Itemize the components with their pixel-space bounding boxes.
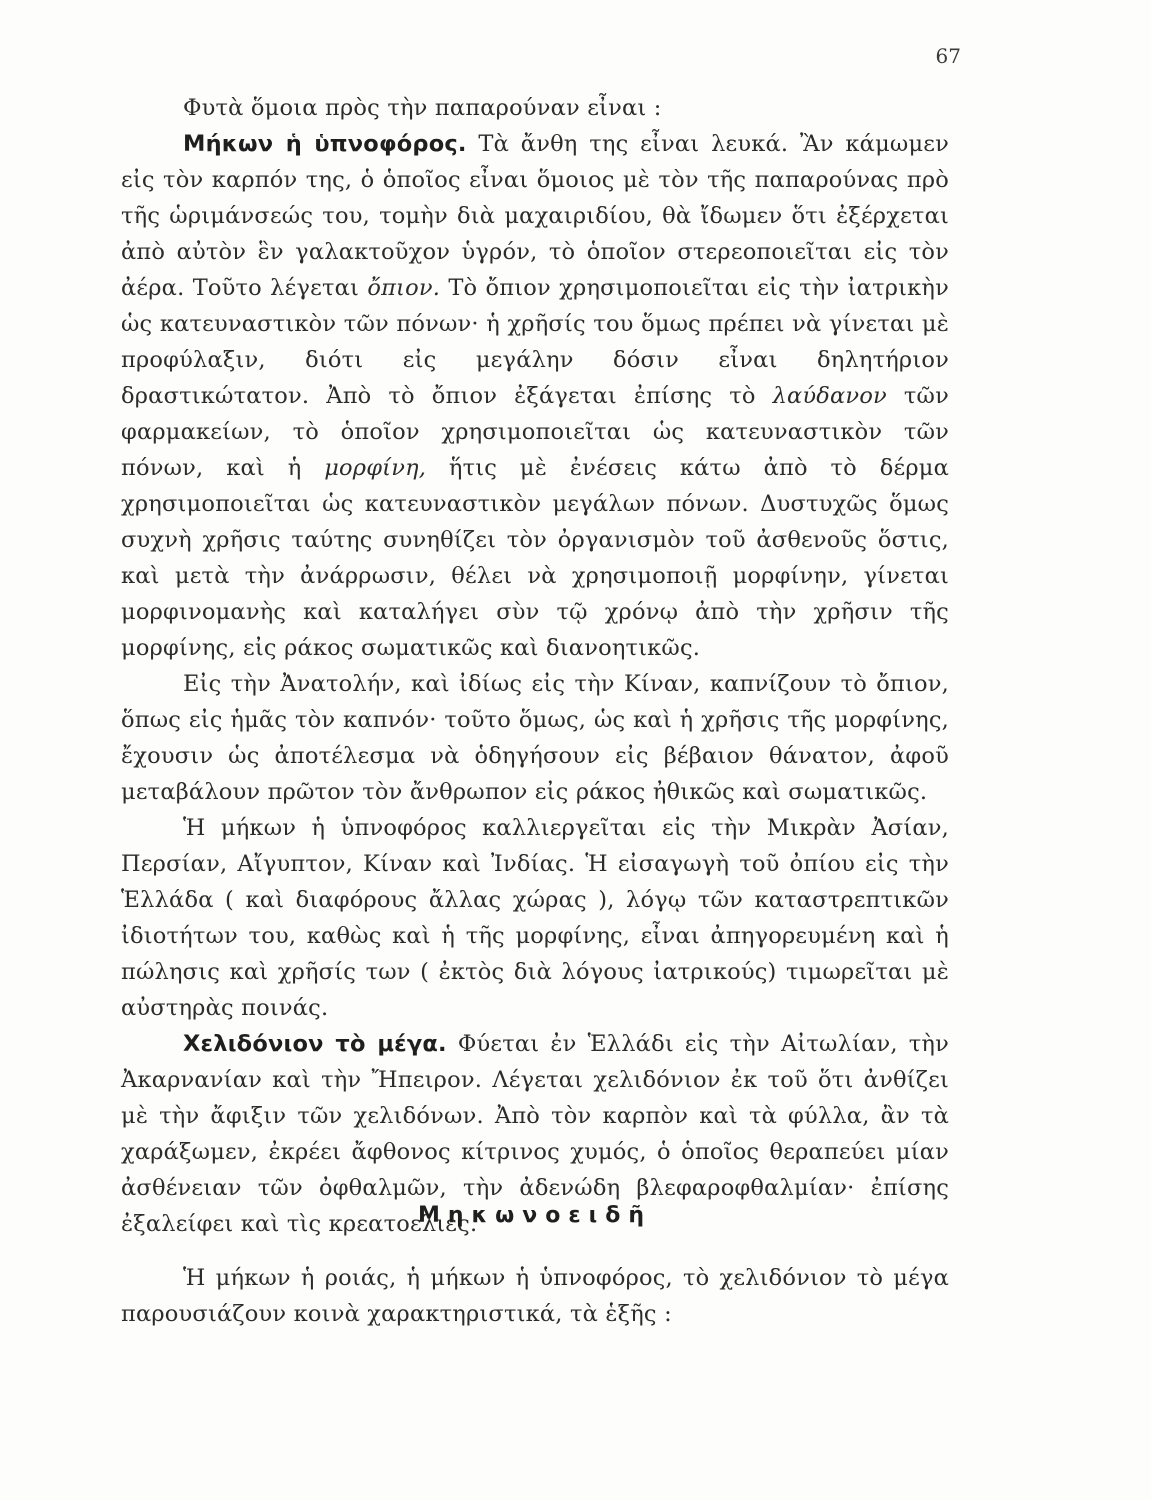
paragraph-text: ἥτις μὲ ἐνέσεις κάτω ἀπὸ τὸ δέρμα χρησιμοποιεῖται ὡς κατευναστικὸν μεγάλων πόνων. Δυστυχῶς ὅμως συχνὴ χρῆσις ταύτης συνηθίζει τὸν ὀργανισμὸν τοῦ ἀσθενοῦς ὅστις, καὶ μετὰ τὴν ἀνάρρωσιν, θέλει νὰ χρησιμοποιῇ μορφίνην, γίνεται μορφινομανὴς καὶ καταλήγει σὺν τῷ χρόνῳ ἀπὸ τὴν χρῆσιν τῆς μορφίνης, εἰς ράκος σωματικῶς καὶ διανοητικῶς. (121, 455, 949, 661)
paragraph-common-features: Ἡ μήκων ἡ ροιάς, ἡ μήκων ἡ ὑπνοφόρος, τὸ χελιδόνιον τὸ μέγα παρουσιάζουν κοινὰ χαρακτηριστικά, τὰ ἑξῆς : (121, 1265, 949, 1327)
paragraph-text: Τὸ ὄπιον χρησιμοποιεῖται εἰς τὴν ἰατρικὴν ὡς κατευναστικὸν τῶν πόνων· ἡ χρῆσίς του ὅμως πρέπει νὰ γίνεται μὲ προφύλαξιν, διότι εἰς μεγάλην δόσιν εἶναι δηλητήριον δραστικώτατον. Ἀπὸ τὸ ὄπιον ἐξάγεται ἐπίσης τὸ (121, 275, 949, 409)
paragraph-cultivation: Ἡ μήκων ἡ ὑπνοφόρος καλλιεργεῖται εἰς τὴν Μικρὰν Ἀσίαν, Περσίαν, Αἴγυπτον, Κίναν καὶ Ἰνδίας. Ἡ εἰσαγωγὴ τοῦ ὀπίου εἰς τὴν Ἑλλάδα ( καὶ διαφόρους ἄλλας χώρας ), λόγῳ τῶν καταστρεπτικῶν ἰδιοτήτων του, καθὼς καὶ ἡ τῆς μορφίνης, εἶναι ἀπηγορευμένη καὶ ἡ πώλησις καὶ χρῆσίς των ( ἐκτὸς διὰ λόγους ἰατρικούς) τιμωρεῖται μὲ αὐστηρὰς ποινάς. (121, 815, 949, 1021)
italic-term: μορφίνη, (324, 455, 427, 481)
body-text-upper (121, 90, 949, 1242)
intro-paragraph: Φυτὰ ὅμοια πρὸς τὴν παπαρούναν εἶναι : (183, 95, 662, 121)
plant-heading-chelidonion: Χελιδόνιον τὸ μέγα. (183, 1031, 447, 1057)
italic-term: ὄπιον. (367, 275, 441, 301)
paragraph-text: Φύεται ἐν Ἑλλάδι εἰς τὴν Αἰτωλίαν, τὴν Ἀκαρνανίαν καὶ τὴν Ἤπειρον. Λέγεται χελιδόνιον ἐκ τοῦ ὅτι ἀνθίζει μὲ τὴν ἄφιξιν τῶν χελιδόνων. Ἀπὸ τὸν καρπὸν καὶ τὰ φύλλα, ἂν τὰ χαράξωμεν, ἐκρέει ἄφθονος κίτρινος χυμός, ὁ ὁποῖος θεραπεύει μίαν ἀσθένειαν τῶν ὀφθαλμῶν, τὴν ἀδενώδη βλεφαροφθαλμίαν· ἐπίσης ἐξαλείφει καὶ τὶς κρεατοελιές. (121, 1031, 949, 1237)
paragraph-text: Τὰ ἄνθη της εἶναι λευκά. Ἂν κάμωμεν εἰς τὸν καρπόν της, ὁ ὁποῖος εἶναι ὅμοιος μὲ τὸν τῆς παπαρούνας πρὸ τῆς ὡριμάνσεώς του, τομὴν διὰ μαχαιριδίου, θὰ ἴδωμεν ὅτι ἐξέρχεται ἀπὸ αὐτὸν ἓν γαλακτοῦχον ὑγρόν, τὸ ὁποῖον στερεοποιεῖται εἰς τὸν ἀέρα. Τοῦτο λέγεται (121, 131, 950, 301)
plant-heading-mekon: Μήκων ἡ ὑπνοφόρος. (183, 131, 467, 157)
italic-term: λαύδανον (772, 383, 887, 409)
paragraph-text: τῶν φαρμακείων, τὸ ὁποῖον χρησιμοποιεῖται ὡς κατευναστικὸν τῶν πόνων, καὶ ἡ (121, 383, 949, 481)
body-text-lower (121, 1260, 949, 1332)
page-number: 67 (935, 44, 961, 68)
paragraph-mekon-hypnophoros (121, 126, 949, 666)
paragraph-opium-east: Εἰς τὴν Ἀνατολήν, καὶ ἰδίως εἰς τὴν Κίναν, καπνίζουν τὸ ὄπιον, ὅπως εἰς ἡμᾶς τὸν καπνόν· τοῦτο ὅμως, ὡς καὶ ἡ χρῆσις τῆς μορφίνης, ἔχουσιν ὡς ἀποτέλεσμα νὰ ὁδηγήσουν εἰς βέβαιον θάνατον, ἀφοῦ μεταβάλουν πρῶτον τὸν ἄνθρωπον εἰς ράκος ἠθικῶς καὶ σωματικῶς. (121, 671, 949, 805)
section-heading: Μηκωνοειδῆ (418, 1203, 652, 1228)
